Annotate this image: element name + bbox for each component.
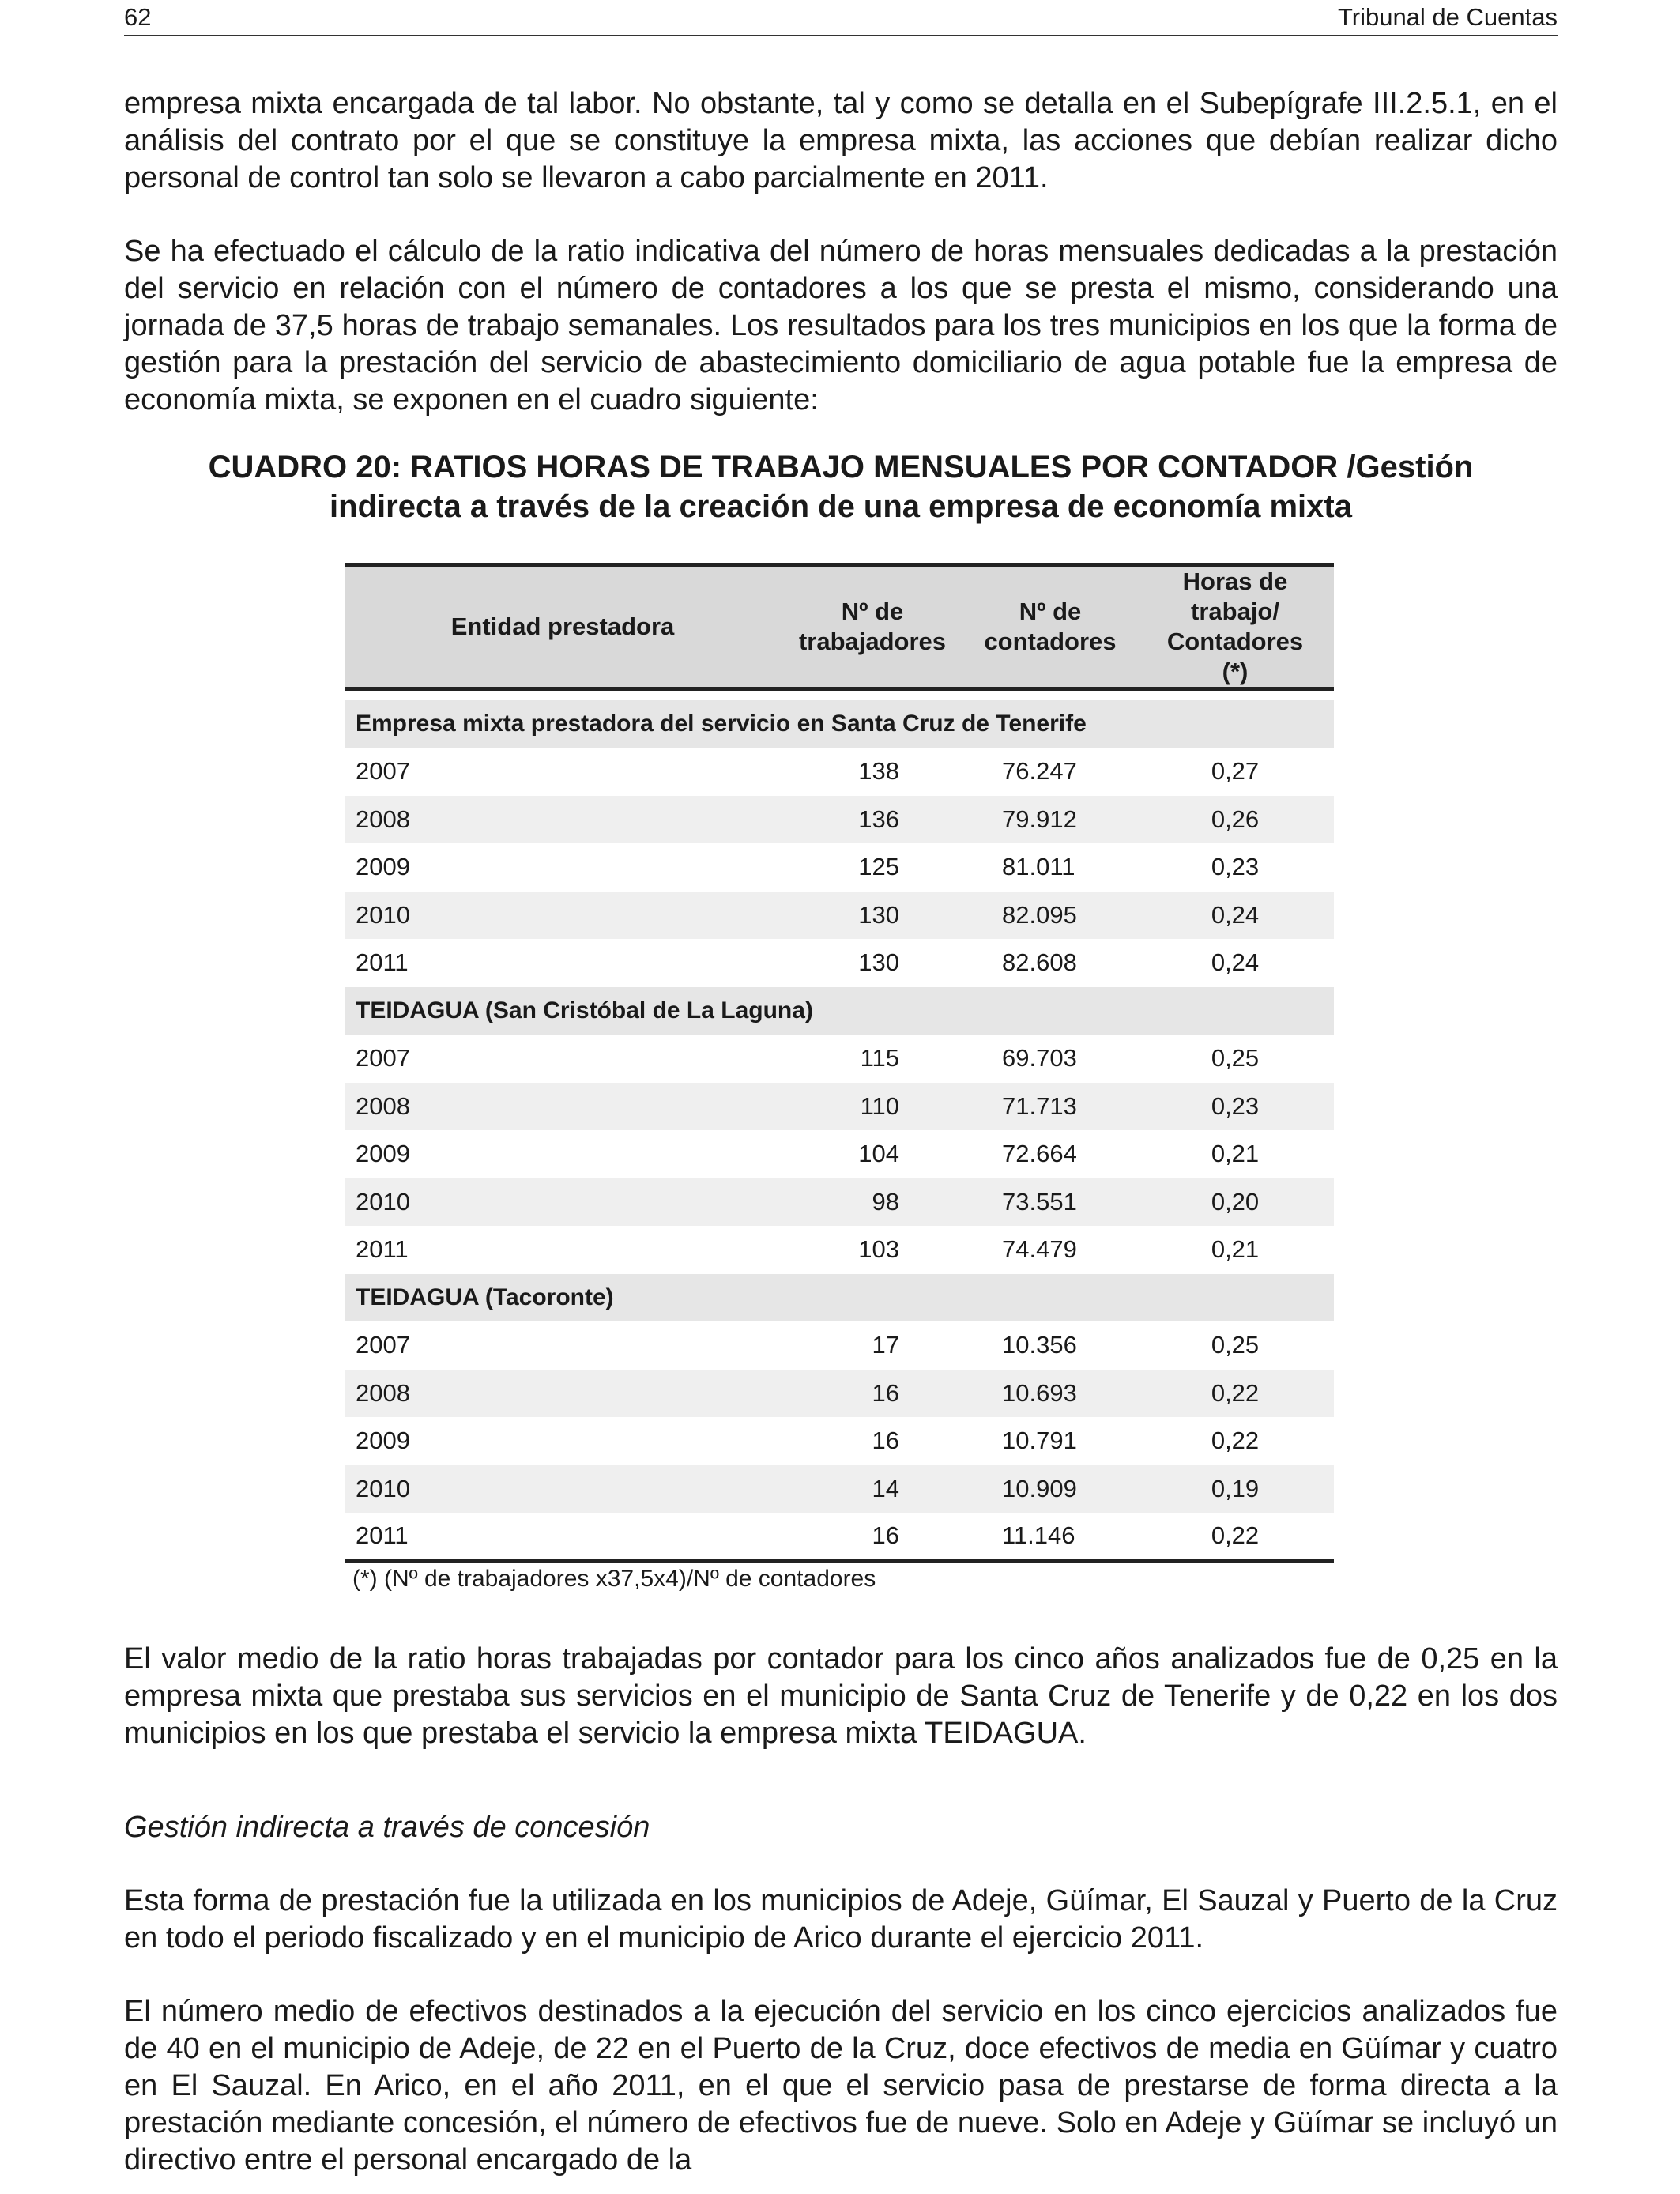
table-row [345, 843, 1334, 892]
group-name-cell: TEIDAGUA (San Cristóbal de La Laguna) [345, 987, 1136, 1035]
page-header [124, 0, 1558, 36]
table-row [345, 1370, 1334, 1418]
table-footnote: (*) (Nº de trabajadores x37,5x4)/Nº de contadores [352, 1566, 876, 1592]
cell-horas: 0,21 [1211, 1235, 1260, 1264]
table-row [345, 1083, 1334, 1131]
table-group-row [345, 1274, 1334, 1322]
table-row [345, 1130, 1334, 1178]
header-horas [1136, 565, 1334, 689]
header-horas-line-2: Contadores [1166, 628, 1304, 655]
table-caption-line-1: CUADRO 20: RATIOS HORAS DE TRABAJO MENSUALES POR CONTADOR /Gestión [208, 450, 1474, 484]
cell-year: 2009 [356, 1140, 410, 1168]
table-row [345, 892, 1334, 940]
table-header-row [345, 565, 1334, 689]
cell-year: 2010 [345, 892, 781, 940]
cell-horas: 0,25 [1211, 1331, 1260, 1359]
cell-trabajadores: 17 [872, 1331, 899, 1359]
cell-horas: 0,26 [1136, 796, 1334, 844]
cell-horas: 0,22 [1211, 1427, 1260, 1455]
table-row [345, 1035, 1334, 1083]
cell-contadores: 71.713 [964, 1083, 1136, 1131]
table-caption-line-2: indirecta a través de la creación de una empresa de economía mixta [330, 489, 1352, 524]
header-contadores [964, 565, 1136, 689]
table-body [345, 689, 1334, 1561]
cell-trabajadores: 138 [858, 757, 899, 786]
header-trabajadores-line-2: trabajadores [798, 628, 947, 655]
table-group-row [345, 700, 1334, 748]
cell-contadores: 76.247 [1002, 757, 1077, 786]
header-contadores-line-1: Nº de [1019, 598, 1082, 625]
table-header [345, 565, 1334, 689]
cell-contadores: 81.011 [1002, 853, 1075, 881]
cell-horas: 0,25 [1211, 1044, 1260, 1072]
cell-year: 2010 [345, 1178, 781, 1227]
table-row [345, 1513, 1334, 1561]
cell-horas: 0,27 [1211, 757, 1260, 786]
cell-trabajadores: 16 [781, 1513, 964, 1561]
header-contadores-line-2: contadores [984, 628, 1117, 655]
cell-year: 2011 [356, 1235, 409, 1264]
cell-horas: 0,21 [1211, 1140, 1260, 1168]
cell-year: 2007 [356, 1044, 410, 1072]
table-row [345, 939, 1334, 987]
cell-trabajadores: 136 [781, 796, 964, 844]
cell-contadores: 11.146 [964, 1513, 1136, 1561]
cell-trabajadores: 16 [872, 1427, 899, 1455]
table-row [345, 1321, 1334, 1370]
cell-contadores: 82.608 [1002, 948, 1077, 977]
cell-year: 2008 [345, 1083, 781, 1131]
ratios-table [345, 563, 1334, 1563]
cell-horas: 0,24 [1136, 892, 1334, 940]
table-row [345, 1465, 1334, 1514]
cell-year: 2010 [345, 1465, 781, 1514]
cell-horas: 0,24 [1211, 948, 1260, 977]
table-row [345, 1178, 1334, 1227]
paragraph-5: El número medio de efectivos destinados a la ejecución del servicio en los cinco ejercicios analizados fue de 40 en el municipio de Adeje, de 22 en el Puerto de la Cruz, doce efectivos de media en Güímar y cuatro en El Sauzal. En Arico, en el año 2011, en el que el servicio pasa de prestarse de forma directa a la prestación mediante concesión, el número de efectivos fue de nueve. Solo en Adeje y Güímar se incluyó un directivo entre el personal encargado de la [124, 1995, 1558, 2177]
cell-contadores: 72.664 [1002, 1140, 1077, 1168]
cell-trabajadores: 103 [858, 1235, 899, 1264]
header-horas-line-1: Horas de trabajo/ [1182, 567, 1288, 625]
cell-trabajadores: 98 [781, 1178, 964, 1227]
group-empty-cell [1136, 1274, 1334, 1322]
group-empty-cell [1136, 987, 1334, 1035]
cell-year: 2008 [345, 796, 781, 844]
cell-trabajadores: 115 [860, 1044, 899, 1072]
cell-horas: 0,20 [1136, 1178, 1334, 1227]
paragraph-3: El valor medio de la ratio horas trabajadas por contador para los cinco años analizados fue de 0,25 en la empresa mixta que prestaba sus servicios en el municipio de Santa Cruz de Tenerife y de 0,22 en los dos municipios en los que prestaba el servicio la empresa mixta TEIDAGUA. [124, 1642, 1558, 1750]
table-row [345, 748, 1334, 796]
paragraph-4: Esta forma de prestación fue la utilizada en los municipios de Adeje, Güímar, El Sauzal y Puerto de la Cruz en todo el periodo fiscalizado y en el municipio de Arico durante el ejercicio 2011. [124, 1884, 1558, 1955]
page-number: 62 [124, 3, 152, 31]
cell-contadores: 74.479 [1002, 1235, 1077, 1264]
group-name-cell: Empresa mixta prestadora del servicio en Santa Cruz de Tenerife [345, 700, 1136, 748]
header-horas-line-3: (*) [1222, 658, 1249, 685]
cell-horas: 0,22 [1136, 1513, 1334, 1561]
publisher-name: Tribunal de Cuentas [1337, 3, 1558, 31]
cell-year: 2011 [356, 948, 409, 977]
cell-contadores: 10.356 [1002, 1331, 1077, 1359]
cell-horas: 0,23 [1211, 853, 1260, 881]
cell-contadores: 10.909 [964, 1465, 1136, 1514]
cell-trabajadores: 130 [781, 892, 964, 940]
spacer-cell [345, 689, 1334, 700]
cell-contadores: 73.551 [964, 1178, 1136, 1227]
table-row [345, 1226, 1334, 1274]
table-spacer-row [345, 689, 1334, 700]
cell-trabajadores: 125 [858, 853, 899, 881]
cell-horas: 0,23 [1136, 1083, 1334, 1131]
cell-contadores: 69.703 [1002, 1044, 1077, 1072]
cell-year: 2009 [356, 1427, 410, 1455]
cell-trabajadores: 14 [781, 1465, 964, 1514]
paragraph-2: Se ha efectuado el cálculo de la ratio indicativa del número de horas mensuales dedicadas a la prestación del servicio en relación con el número de contadores a los que se presta el mismo, considerando una jornada de 37,5 horas de trabajo semanales. Los resultados para los tres municipios en los que la forma de gestión para la prestación del servicio de abastecimiento domiciliario de agua potable fue la empresa de economía mixta, se exponen en el cuadro siguiente: [124, 235, 1558, 417]
cell-year: 2008 [345, 1370, 781, 1418]
cell-trabajadores: 104 [858, 1140, 899, 1168]
cell-trabajadores: 110 [781, 1083, 964, 1131]
group-name-cell: TEIDAGUA (Tacoronte) [345, 1274, 1136, 1322]
table-row [345, 796, 1334, 844]
table-caption [124, 447, 1558, 526]
cell-year: 2011 [345, 1513, 781, 1561]
header-trabajadores [781, 565, 964, 689]
table-row [345, 1417, 1334, 1465]
group-empty-cell [1136, 700, 1334, 748]
header-trabajadores-line-1: Nº de [841, 598, 904, 625]
cell-contadores: 10.791 [1002, 1427, 1077, 1455]
cell-horas: 0,19 [1136, 1465, 1334, 1514]
cell-contadores: 82.095 [964, 892, 1136, 940]
cell-trabajadores: 130 [858, 948, 899, 977]
section-heading-concesion: Gestión indirecta a través de concesión [124, 1811, 650, 1844]
header-entidad: Entidad prestadora [345, 565, 781, 689]
cell-contadores: 79.912 [964, 796, 1136, 844]
cell-trabajadores: 16 [781, 1370, 964, 1418]
cell-year: 2009 [356, 853, 410, 881]
cell-horas: 0,22 [1136, 1370, 1334, 1418]
ratios-table-wrapper [345, 563, 1334, 1563]
cell-year: 2007 [356, 757, 410, 786]
table-group-row [345, 987, 1334, 1035]
cell-year: 2007 [356, 1331, 410, 1359]
cell-contadores: 10.693 [964, 1370, 1136, 1418]
paragraph-1: empresa mixta encargada de tal labor. No obstante, tal y como se detalla en el Subepígrafe III.2.5.1, en el análisis del contrato por el que se constituye la empresa mixta, las acciones que debían realizar dicho personal de control tan solo se llevaron a cabo parcialmente en 2011. [124, 87, 1558, 194]
